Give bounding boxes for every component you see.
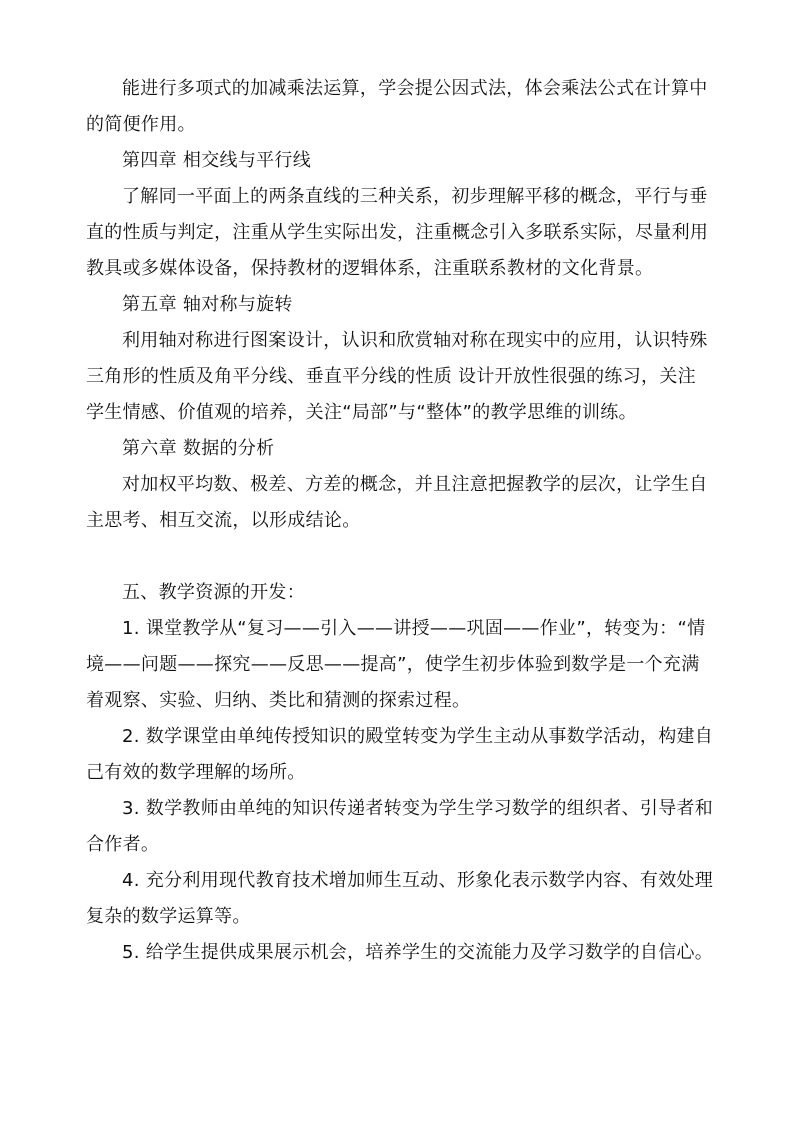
text-line: 境——问题——探究——反思——提高”，使学生初步体验到数学是一个充满 (86, 654, 700, 675)
text-line: 了解同一平面上的两条直线的三种关系，初步理解平移的概念，平行与垂 (122, 186, 708, 207)
text-line: 的简便作用。 (86, 114, 196, 135)
list-item: 3. 数学教师由单纯的知识传递者转变为学生学习数学的组织者、引导者和 (122, 798, 714, 819)
text-line: 着观察、实验、归纳、类比和猜测的探索过程。 (86, 690, 471, 711)
text-line: 主思考、相互交流，以形成结论。 (86, 510, 361, 531)
text-line: 能进行多项式的加减乘法运算，学会提公因式法，体会乘法公式在计算中 (122, 78, 708, 99)
list-item: 2. 数学课堂由单纯传授知识的殿堂转变为学生主动从事数学活动，构建自 (122, 726, 714, 747)
list-item: 1. 课堂教学从“复习——引入——讲授——巩固——作业”，转变为：“情 (122, 618, 706, 639)
text-line: 直的性质与判定，注重从学生实际出发，注重概念引入多联系实际，尽量利用 (86, 222, 709, 243)
list-item: 4. 充分利用现代教育技术增加师生互动、形象化表示数学内容、有效处理 (122, 870, 714, 891)
chapter-heading: 第六章 数据的分析 (122, 438, 275, 459)
text-line: 己有效的数学理解的场所。 (86, 762, 306, 783)
text-line: 复杂的数学运算等。 (86, 906, 251, 927)
text-line: 三角形的性质及角平分线、垂直平分线的性质 设计开放性很强的练习，关注 (86, 366, 696, 387)
text-line: 教具或多媒体设备，保持教材的逻辑体系，注重联系教材的文化背景。 (86, 258, 654, 279)
chapter-heading: 第四章 相交线与平行线 (122, 150, 312, 171)
list-item: 5. 给学生提供成果展示机会，培养学生的交流能力及学习数学的自信心。 (122, 942, 714, 963)
text-line: 对加权平均数、极差、方差的概念，并且注意把握教学的层次，让学生自 (122, 474, 708, 495)
text-line: 利用轴对称进行图案设计，认识和欣赏轴对称在现实中的应用，认识特殊 (122, 330, 708, 351)
text-line: 学生情感、价值观的培养，关注“局部”与“整体”的教学思维的训练。 (86, 402, 637, 423)
section-heading: 五、教学资源的开发： (122, 582, 305, 603)
text-line: 合作者。 (86, 834, 160, 855)
chapter-heading: 第五章 轴对称与旋转 (122, 294, 293, 315)
